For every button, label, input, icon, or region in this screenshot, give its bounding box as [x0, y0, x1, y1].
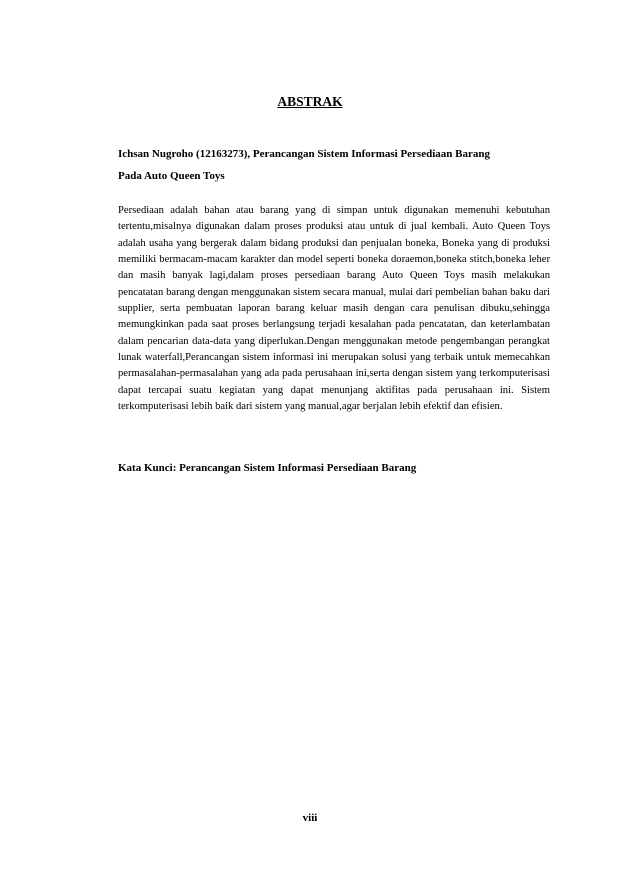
page-title: ABSTRAK: [277, 94, 343, 109]
author-line: Ichsan Nugroho (12163273), Perancangan Sistem Informasi Persediaan Barang: [118, 148, 490, 160]
author-line-continued: Pada Auto Queen Toys: [118, 170, 225, 182]
abstract-paragraph: Persediaan adalah bahan atau barang yang di simpan untuk digunakan memenuhi kebutuhan tertentu,misalnya digunakan dalam proses produksi atau untuk di jual kembali. Auto Queen Toys adalah usaha yang bergerak dalam bidang produksi dan penjualan boneka, Boneka yang di produksi memiliki bermacam-macam karakter dan model seperti boneka doraemon,boneka stitch,boneka leher dan masih banyak lagi,dalam proses persediaan barang Auto Queen Toys masih melakukan pencatatan barang dengan menggunakan sistem secara manual, mulai dari pembelian bahan baku dari supplier, serta pembuatan laporan barang keluar masih dengan cara penulisan dibuku,sehingga memungkinkan pada saat proses berlangsung terjadi kesalahan pada pencatatan, dan keterlambatan dalam pencarian data-data yang diperlukan.Dengan menggunakan metode pengembangan perangkat lunak waterfall,Perancangan sistem informasi ini merupakan solusi yang terbaik untuk memecahkan permasalahan-permasalahan yang ada pada perusahaan ini,serta dengan sistem yang terkomputerisasi dapat tercapai suatu kegiatan yang dapat menunjang aktifitas pada perusahaan ini. Sistem terkomputerisasi lebih baik dari sistem yang manual,agar berjalan lebih efektif dan efisien.: [118, 205, 550, 413]
page-number: viii: [302, 812, 318, 824]
author-title-block: [118, 143, 550, 187]
keywords-line: Kata Kunci: Perancangan Sistem Informasi Persediaan Barang: [118, 462, 417, 474]
